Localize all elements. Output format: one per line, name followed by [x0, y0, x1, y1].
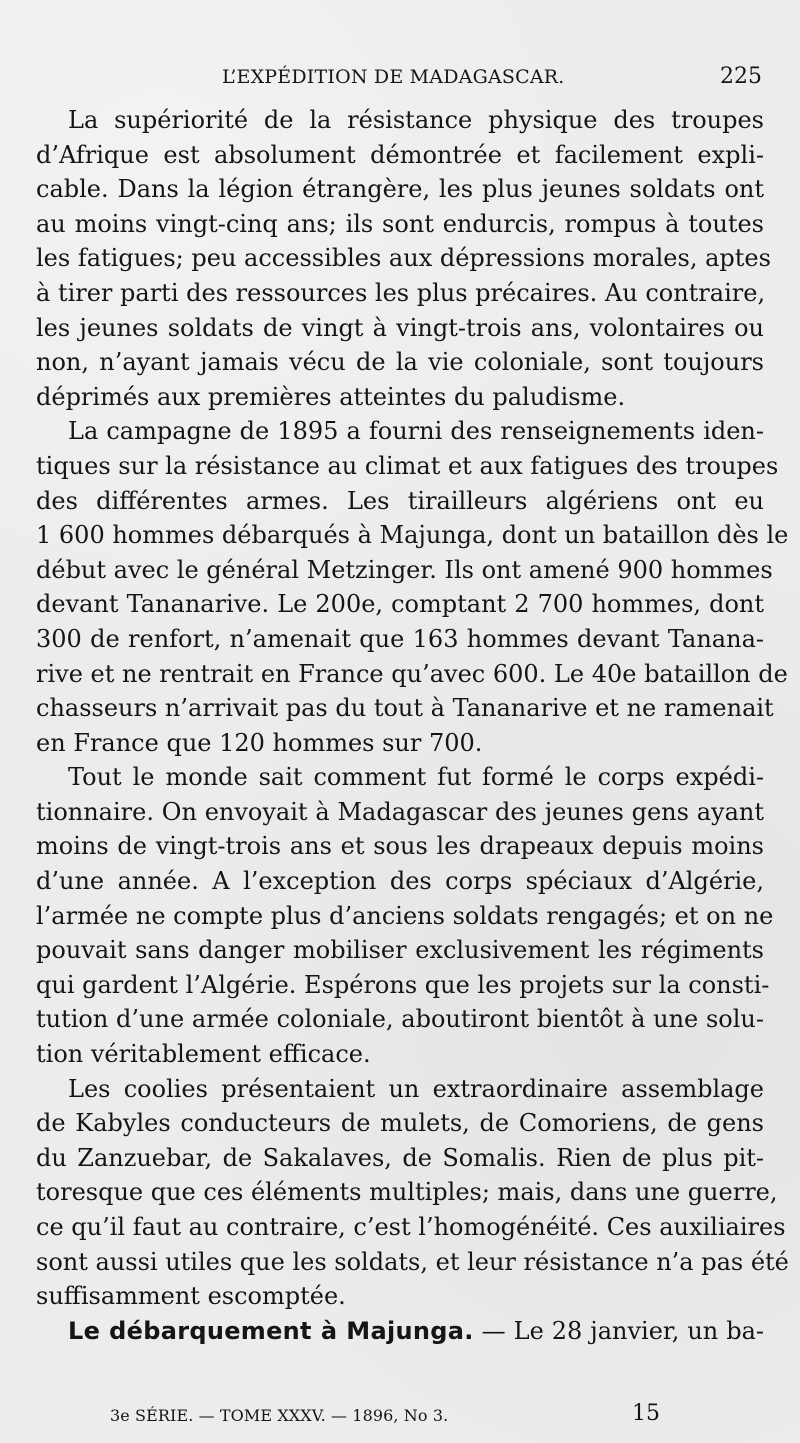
text-line: tution d’une armée coloniale, aboutiront bientôt à une solu- — [36, 1005, 764, 1034]
text-line: Tout le monde sait comment fut formé le corps expédi- — [68, 763, 764, 792]
text-line: déprimés aux premières atteintes du paludisme. — [36, 382, 626, 411]
main-text — [36, 103, 789, 1348]
text-line: 1 600 hommes débarqués à Majunga, dont un bataillon dès le — [36, 521, 789, 550]
text-line: non, n’ayant jamais vécu de la vie coloniale, sont toujours — [36, 348, 764, 377]
text-line: Les coolies présentaient un extraordinaire assemblage — [68, 1074, 764, 1103]
series-signature: 3e SÉRIE. — TOME XXXV. — 1896, No 3. — [110, 1406, 449, 1425]
section-start-text: — Le 28 janvier, un ba- — [481, 1316, 765, 1345]
text-line: les fatigues; peu accessibles aux dépressions morales, aptes — [36, 244, 771, 273]
running-title: L’EXPÉDITION DE MADAGASCAR. — [222, 66, 565, 88]
sheet-number: 15 — [632, 1401, 660, 1426]
text-line: au moins vingt-cinq ans; ils sont endurcis, rompus à toutes — [36, 209, 764, 238]
text-line: La campagne de 1895 a fourni des renseignements iden- — [68, 417, 764, 446]
text-line: qui gardent l’Algérie. Espérons que les projets sur la consti- — [36, 970, 770, 999]
text-line: suffisamment escomptée. — [36, 1282, 346, 1311]
page-header — [222, 66, 762, 96]
text-line: d’une année. A l’exception des corps spéciaux d’Algérie, — [36, 867, 764, 896]
text-line: en France que 120 hommes sur 700. — [36, 728, 483, 757]
text-line: cable. Dans la légion étrangère, les plus jeunes soldats ont — [36, 175, 764, 204]
text-line: tion véritablement efficace. — [36, 1040, 371, 1069]
text-line: des différentes armes. Les tirailleurs algériens ont eu — [36, 486, 764, 515]
final-line — [36, 1314, 764, 1349]
page-number: 225 — [720, 64, 762, 89]
text-line: début avec le général Metzinger. Ils ont amené 900 hommes — [36, 555, 773, 584]
text-line: d’Afrique est absolument démontrée et facilement expli- — [36, 140, 764, 169]
text-line: chasseurs n’arrivait pas du tout à Tananarive et ne ramenait — [36, 694, 774, 723]
text-line: La supériorité de la résistance physique des troupes — [68, 106, 764, 134]
text-line: de Kabyles conducteurs de mulets, de Comoriens, de gens — [36, 1109, 764, 1138]
text-line: moins de vingt-trois ans et sous les drapeaux depuis moins — [36, 832, 764, 861]
page-footer — [36, 1401, 764, 1431]
text-line: toresque que ces éléments multiples; mais, dans une guerre, — [36, 1178, 778, 1207]
text-line: 300 de renfort, n’amenait que 163 hommes devant Tanana- — [36, 624, 764, 653]
text-line: l’armée ne compte plus d’anciens soldats rengagés; et on ne — [36, 901, 774, 930]
text-line: sont aussi utiles que les soldats, et leur résistance n’a pas été — [36, 1247, 789, 1276]
text-line: à tirer parti des ressources les plus précaires. Au contraire, — [36, 278, 766, 307]
text-line: devant Tananarive. Le 200e, comptant 2 700 hommes, dont — [36, 590, 764, 619]
text-line: tionnaire. On envoyait à Madagascar des jeunes gens ayant — [36, 797, 764, 826]
text-line: rive et ne rentrait en France qu’avec 600. Le 40e bataillon de — [36, 659, 788, 688]
text-line: ce qu’il faut au contraire, c’est l’homogénéité. Ces auxiliaires — [36, 1213, 786, 1241]
text-line: les jeunes soldats de vingt à vingt-trois ans, volontaires ou — [36, 313, 764, 342]
text-line: tiques sur la résistance au climat et aux fatigues des troupes — [36, 451, 779, 480]
text-line: du Zanzuebar, de Sakalaves, de Somalis. Rien de plus pit- — [36, 1143, 764, 1172]
text-line: pouvait sans danger mobiliser exclusivement les régiments — [36, 936, 764, 965]
section-heading: Le débarquement à Majunga. — [68, 1316, 474, 1345]
